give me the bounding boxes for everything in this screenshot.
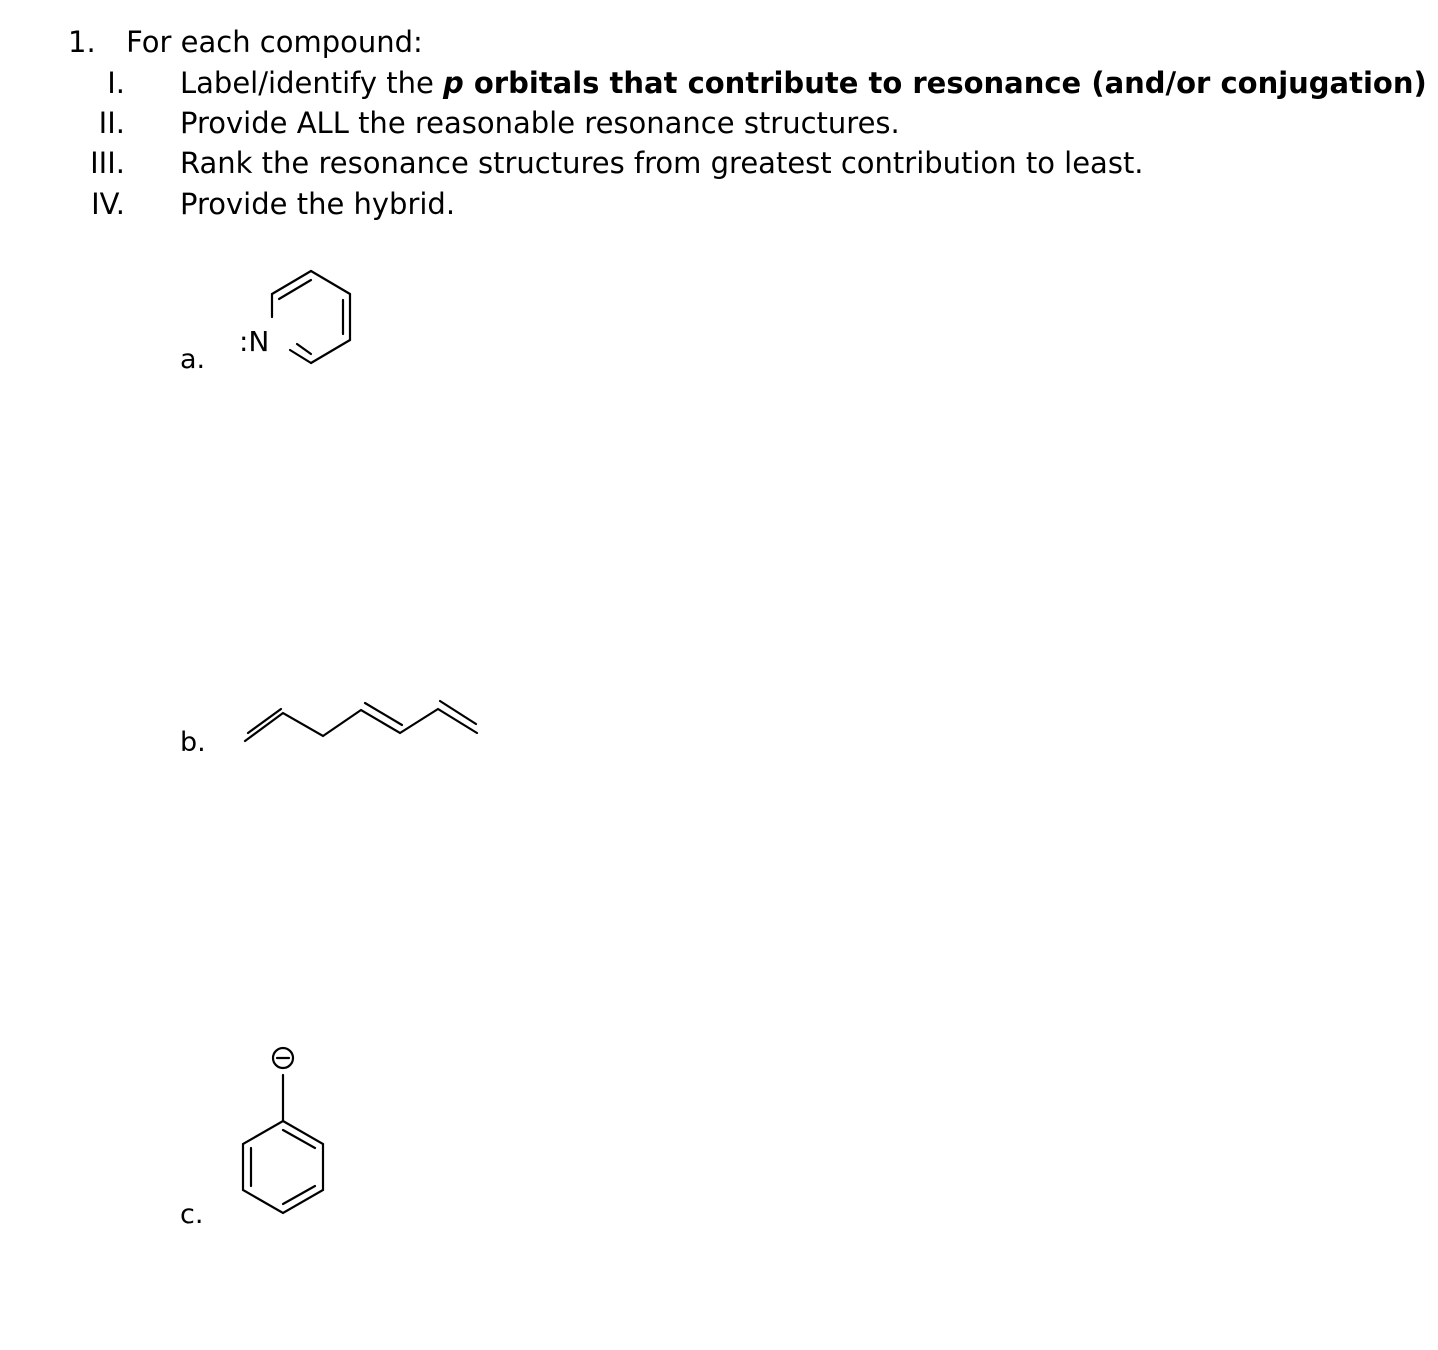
instruction-4-numeral: IV. [91,187,125,221]
benzene-double-bond [283,1186,315,1204]
compound-b-label: b. [180,727,206,758]
instruction-2-numeral: II. [98,106,125,140]
compound-c-label: c. [180,1199,204,1230]
instruction-4-text: Provide the hybrid. [180,187,456,221]
instruction-3-numeral: III. [90,146,125,180]
instruction-1-plain: Label/identify the [180,66,444,100]
benzene-ring [243,1121,323,1213]
question-number: 1. [68,25,96,59]
instruction-2-text: Provide ALL the reasonable resonance structures. [180,106,900,140]
benzene-double-bond [283,1130,315,1148]
pyridine-nitrogen-label: :N [239,325,270,358]
instruction-1-p-letter: p [443,66,464,100]
compound-a-label: a. [180,344,206,375]
question-prompt: For each compound: [126,25,423,59]
instruction-3-text: Rank the resonance structures from greatest contribution to least. [180,146,1144,180]
instruction-1-numeral: I. [107,66,125,100]
instruction-1-bold: orbitals that contribute to resonance (and/or conjugation) [463,66,1427,100]
